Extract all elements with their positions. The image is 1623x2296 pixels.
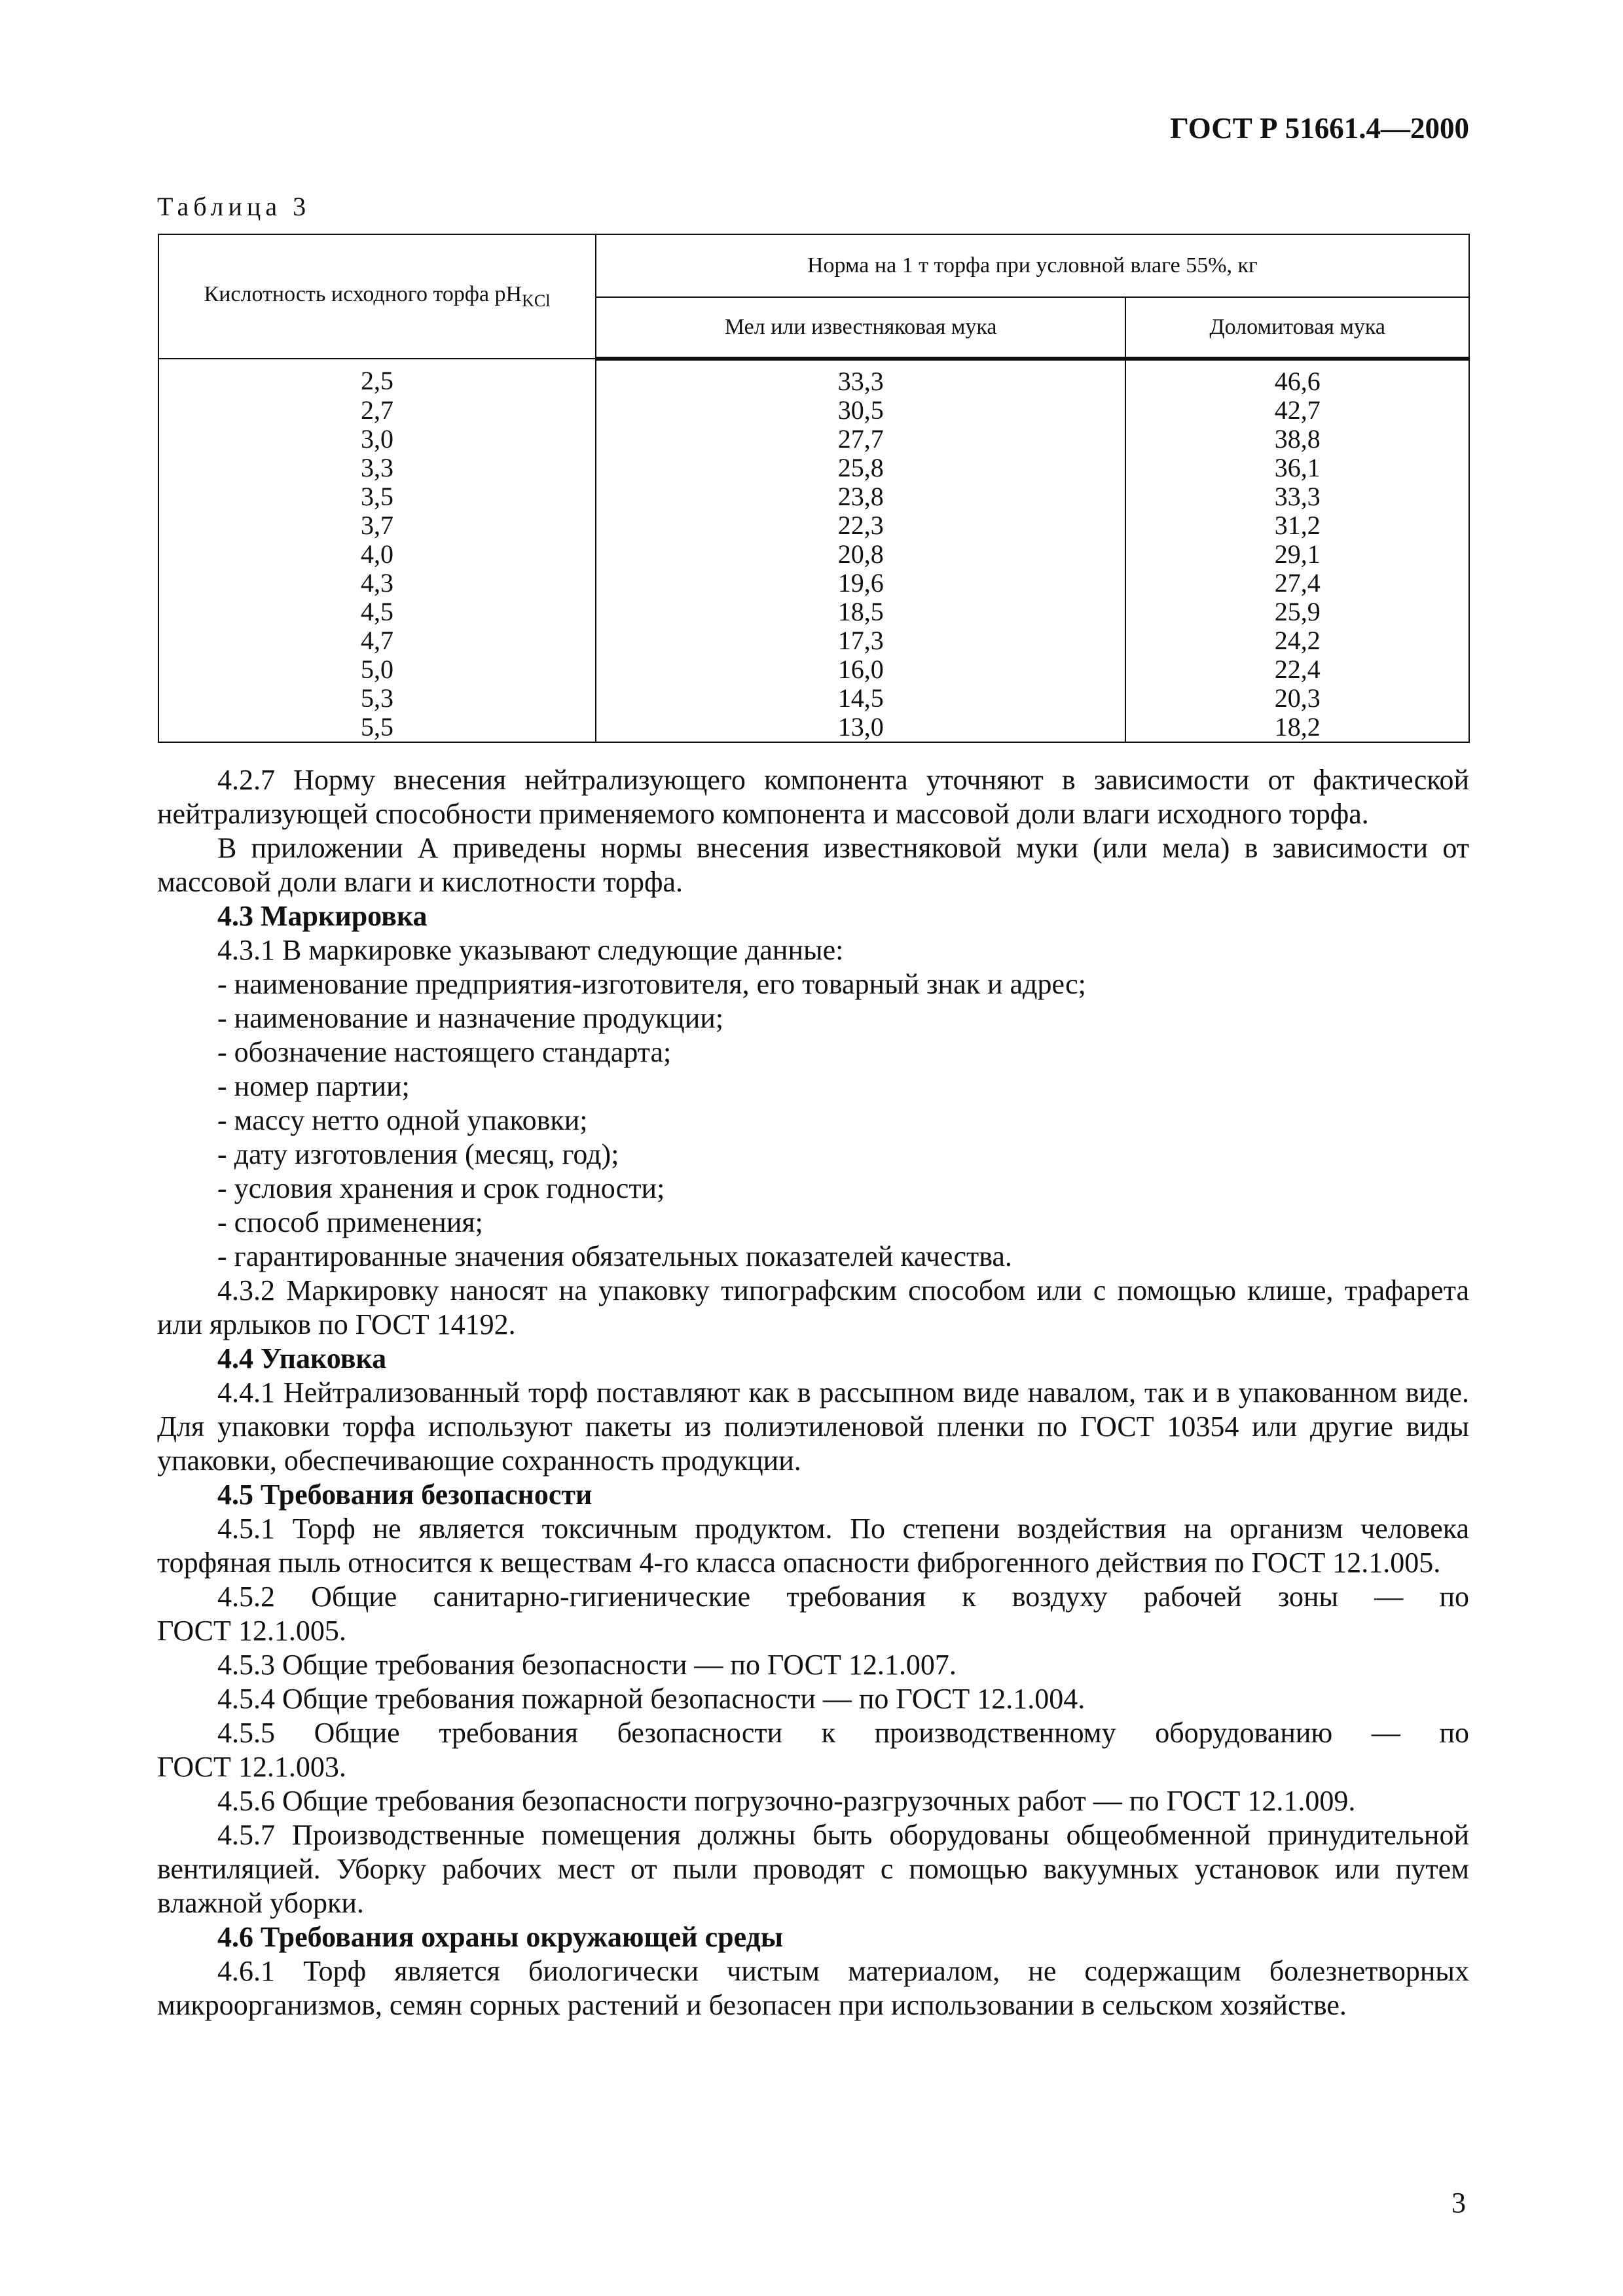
cell-dolomite: 27,4 bbox=[1125, 569, 1469, 598]
table-row bbox=[158, 655, 1469, 684]
heading-4-4: 4.4 Упаковка bbox=[217, 1342, 387, 1374]
cell-chalk: 33,3 bbox=[596, 359, 1125, 396]
cell-chalk: 20,8 bbox=[596, 540, 1125, 569]
cell-acidity: 2,5 bbox=[158, 359, 596, 396]
cell-acidity: 3,7 bbox=[158, 511, 596, 540]
table-row bbox=[158, 359, 1469, 396]
cell-chalk: 16,0 bbox=[596, 655, 1125, 684]
cell-acidity: 5,0 bbox=[158, 655, 596, 684]
heading-4-6: 4.6 Требования охраны окружающей среды bbox=[217, 1921, 784, 1953]
cell-dolomite: 25,9 bbox=[1125, 598, 1469, 626]
cell-chalk: 18,5 bbox=[596, 598, 1125, 626]
paragraph-4-5-7: 4.5.7 Производственные помещения должны быть оборудованы общеобменной принудительной вентиляцией. Уборку рабочих мест от пыли проводят с помощью вакуумных установок или путем влажной уборки. bbox=[157, 1819, 1469, 1919]
cell-chalk: 14,5 bbox=[596, 684, 1125, 713]
paragraph-4-3-2: 4.3.2 Маркировку наносят на упаковку типографским способом или с помощью клише, трафарета или ярлыков по ГОСТ 14192. bbox=[157, 1274, 1469, 1340]
cell-chalk: 13,0 bbox=[596, 713, 1125, 742]
table-row bbox=[158, 713, 1469, 742]
cell-dolomite: 42,7 bbox=[1125, 396, 1469, 425]
list-item: - дату изготовления (месяц, год); bbox=[217, 1138, 619, 1170]
header-acidity-subscript: KCl bbox=[522, 291, 551, 310]
paragraph-4-5-2-cont: ГОСТ 12.1.005. bbox=[157, 1615, 346, 1647]
heading-4-5: 4.5 Требования безопасности bbox=[217, 1479, 593, 1511]
table-row bbox=[158, 511, 1469, 540]
paragraph-4-3-1: 4.3.1 В маркировке указывают следующие данные: bbox=[217, 934, 844, 966]
table-3 bbox=[158, 234, 1470, 743]
header-dolomite: Доломитовая мука bbox=[1125, 297, 1469, 359]
paragraph-4-5-1: 4.5.1 Торф не является токсичным продуктом. По степени воздействия на организм человека торфяная пыль относится к веществам 4-го класса опасности фиброгенного действия по ГОСТ 12.1.005. bbox=[157, 1513, 1469, 1579]
document-header: ГОСТ Р 51661.4—2000 bbox=[1170, 112, 1469, 145]
list-item: - наименование и назначение продукции; bbox=[217, 1002, 724, 1034]
table-caption: Таблица 3 bbox=[157, 192, 311, 221]
table-row bbox=[158, 482, 1469, 511]
cell-chalk: 19,6 bbox=[596, 569, 1125, 598]
cell-dolomite: 22,4 bbox=[1125, 655, 1469, 684]
list-item: - массу нетто одной упаковки; bbox=[217, 1104, 588, 1136]
table-row bbox=[158, 598, 1469, 626]
cell-acidity: 3,0 bbox=[158, 425, 596, 454]
cell-chalk: 23,8 bbox=[596, 482, 1125, 511]
marking-list bbox=[157, 967, 1469, 1274]
cell-chalk: 22,3 bbox=[596, 511, 1125, 540]
cell-chalk: 17,3 bbox=[596, 626, 1125, 655]
cell-chalk: 25,8 bbox=[596, 454, 1125, 482]
paragraph-annex-a: В приложении А приведены нормы внесения известняковой муки (или мела) в зависимости от массовой доли влаги и кислотности торфа. bbox=[157, 832, 1469, 898]
list-item: - способ применения; bbox=[217, 1206, 483, 1238]
paragraph-4-4-1: 4.4.1 Нейтрализованный торф поставляют как в рассыпном виде навалом, так и в упакованном виде. Для упаковки торфа используют пакеты из полиэтиленовой пленки по ГОСТ 10354 или другие виды упаковки, обеспечивающие сохранность продукции. bbox=[157, 1376, 1469, 1477]
heading-4-3: 4.3 Маркировка bbox=[217, 900, 428, 932]
list-item: - гарантированные значения обязательных показателей качества. bbox=[217, 1240, 1012, 1272]
cell-dolomite: 36,1 bbox=[1125, 454, 1469, 482]
cell-acidity: 4,5 bbox=[158, 598, 596, 626]
paragraph-4-5-2: 4.5.2 Общие санитарно-гигиенические требования к воздуху рабочей зоны — по bbox=[217, 1581, 1469, 1613]
list-item: - условия хранения и срок годности; bbox=[217, 1172, 665, 1204]
table-row bbox=[158, 454, 1469, 482]
header-acidity-text: Кислотность исходного торфа pH bbox=[204, 282, 522, 306]
document-body bbox=[157, 763, 1469, 2022]
cell-dolomite: 29,1 bbox=[1125, 540, 1469, 569]
cell-acidity: 5,3 bbox=[158, 684, 596, 713]
header-norm: Норма на 1 т торфа при условной влаге 55%, кг bbox=[596, 234, 1469, 297]
paragraph-4-5-5-cont: ГОСТ 12.1.003. bbox=[157, 1751, 346, 1783]
table-row bbox=[158, 396, 1469, 425]
cell-dolomite: 31,2 bbox=[1125, 511, 1469, 540]
list-item: - обозначение настоящего стандарта; bbox=[217, 1036, 672, 1068]
cell-chalk: 30,5 bbox=[596, 396, 1125, 425]
cell-dolomite: 18,2 bbox=[1125, 713, 1469, 742]
cell-dolomite: 33,3 bbox=[1125, 482, 1469, 511]
paragraph-4-5-6: 4.5.6 Общие требования безопасности погрузочно-разгрузочных работ — по ГОСТ 12.1.009. bbox=[217, 1785, 1356, 1817]
cell-dolomite: 38,8 bbox=[1125, 425, 1469, 454]
table-row bbox=[158, 569, 1469, 598]
table-row bbox=[158, 540, 1469, 569]
cell-dolomite: 46,6 bbox=[1125, 359, 1469, 396]
cell-acidity: 4,0 bbox=[158, 540, 596, 569]
page-number: 3 bbox=[1451, 2187, 1466, 2219]
list-item: - наименование предприятия-изготовителя, его товарный знак и адрес; bbox=[217, 968, 1086, 1000]
cell-acidity: 3,5 bbox=[158, 482, 596, 511]
paragraph-4-6-1: 4.6.1 Торф является биологически чистым материалом, не содержащим болезнетворных микроорганизмов, семян сорных растений и безопасен при использовании в сельском хозяйстве. bbox=[157, 1955, 1469, 2021]
header-acidity bbox=[158, 234, 596, 359]
cell-acidity: 4,7 bbox=[158, 626, 596, 655]
table-row bbox=[158, 425, 1469, 454]
paragraph-4-2-7: 4.2.7 Норму внесения нейтрализующего компонента уточняют в зависимости от фактической нейтрализующей способности применяемого компонента и массовой доли влаги исходного торфа. bbox=[157, 764, 1469, 830]
table-row bbox=[158, 626, 1469, 655]
table-row bbox=[158, 684, 1469, 713]
list-item: - номер партии; bbox=[217, 1070, 410, 1102]
header-chalk: Мел или известняковая мука bbox=[596, 297, 1125, 359]
cell-acidity: 4,3 bbox=[158, 569, 596, 598]
cell-acidity: 3,3 bbox=[158, 454, 596, 482]
cell-chalk: 27,7 bbox=[596, 425, 1125, 454]
cell-dolomite: 20,3 bbox=[1125, 684, 1469, 713]
cell-dolomite: 24,2 bbox=[1125, 626, 1469, 655]
cell-acidity: 5,5 bbox=[158, 713, 596, 742]
paragraph-4-5-3: 4.5.3 Общие требования безопасности — по ГОСТ 12.1.007. bbox=[217, 1649, 957, 1681]
cell-acidity: 2,7 bbox=[158, 396, 596, 425]
paragraph-4-5-4: 4.5.4 Общие требования пожарной безопасности — по ГОСТ 12.1.004. bbox=[217, 1683, 1085, 1715]
paragraph-4-5-5: 4.5.5 Общие требования безопасности к производственному оборудованию — по bbox=[217, 1717, 1469, 1749]
table-body bbox=[158, 359, 1469, 742]
